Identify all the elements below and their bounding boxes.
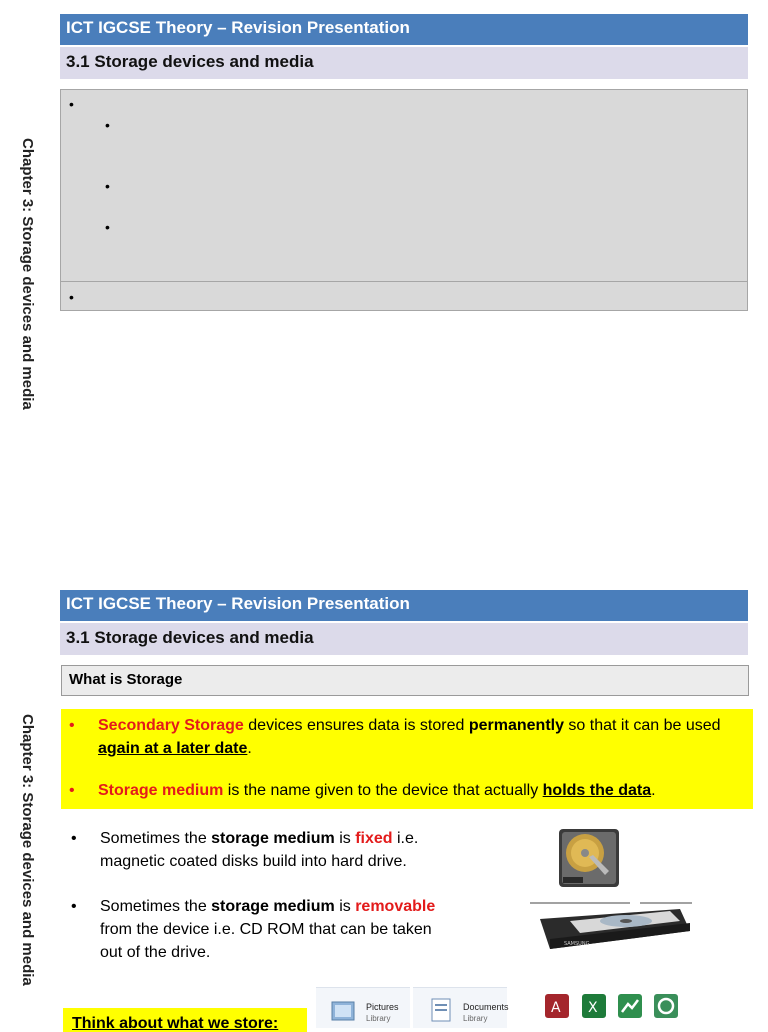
library-tile-pictures[interactable] xyxy=(316,987,410,1028)
text-fragment: . xyxy=(651,782,656,799)
bullet-marker: • xyxy=(105,219,110,235)
text-fragment: Sometimes the xyxy=(100,830,212,847)
slide-2 xyxy=(0,576,768,1032)
hard-drive-image xyxy=(553,823,627,893)
highlight-box xyxy=(61,709,753,809)
library-name: Documents xyxy=(463,1002,509,1012)
documents-library-icon xyxy=(427,996,455,1024)
text-fragment: devices ensures data is stored xyxy=(243,717,469,734)
strong-storage-medium: storage medium xyxy=(211,830,335,847)
text-fragment: Sometimes the xyxy=(100,898,212,915)
text-fragment: is xyxy=(334,898,356,915)
library-kind: Library xyxy=(463,1014,488,1023)
bullet-marker: • xyxy=(71,898,77,915)
emph-later-date: again at a later date xyxy=(98,740,248,757)
svg-text:X: X xyxy=(588,1000,598,1016)
text-fragment: from the device i.e. CD ROM that can be taken xyxy=(100,921,432,938)
think-prompt: Think about what we store: xyxy=(63,1008,307,1032)
svg-text:SAMSUNG: SAMSUNG xyxy=(564,941,590,947)
excel-app-icon xyxy=(580,992,608,1020)
term-storage-medium: Storage medium xyxy=(98,782,224,799)
term-fixed: fixed xyxy=(355,830,393,847)
empty-content-box xyxy=(60,89,748,311)
presentation-title-bar: ICT IGCSE Theory – Revision Presentation xyxy=(60,590,748,621)
cd-rom-drive-image xyxy=(530,901,694,953)
bullet-marker: • xyxy=(71,830,77,847)
box-divider xyxy=(61,281,747,282)
text-fragment: magnetic coated disks build into hard drive. xyxy=(100,853,407,870)
project-app-icon xyxy=(616,992,644,1020)
presentation-title-bar: ICT IGCSE Theory – Revision Presentation xyxy=(60,14,748,45)
bullet-marker: • xyxy=(69,96,74,112)
text-fragment: out of the drive. xyxy=(100,944,211,961)
text-fragment: . xyxy=(247,740,252,757)
text-fragment: i.e. xyxy=(392,830,419,847)
access-app-icon xyxy=(543,992,571,1020)
section-heading: What is Storage xyxy=(61,665,749,696)
strong-storage-medium: storage medium xyxy=(211,898,335,915)
strong-permanently: permanently xyxy=(468,717,564,734)
side-chapter-title-text: Chapter 3: Storage devices and media xyxy=(19,714,36,986)
svg-text:A: A xyxy=(551,1000,561,1016)
text-fragment: is the name given to the device that actually xyxy=(223,782,543,799)
emph-holds-data: holds the data xyxy=(542,782,652,799)
bullet-marker: • xyxy=(105,178,110,194)
publisher-app-icon xyxy=(652,992,680,1020)
library-kind: Library xyxy=(366,1014,391,1023)
section-subtitle-bar: 3.1 Storage devices and media xyxy=(60,47,748,79)
bullet-marker: • xyxy=(69,289,74,305)
bullet-marker: • xyxy=(105,117,110,133)
bullet-marker: • xyxy=(69,717,75,734)
text-fragment: is xyxy=(334,830,356,847)
term-removable: removable xyxy=(355,898,436,915)
library-tile-documents[interactable] xyxy=(413,987,507,1028)
library-name: Pictures xyxy=(366,1002,399,1012)
bullet-marker: • xyxy=(69,782,75,799)
term-secondary-storage: Secondary Storage xyxy=(98,717,244,734)
text-fragment: so that it can be used xyxy=(563,717,721,734)
side-chapter-title-text: Chapter 3: Storage devices and media xyxy=(19,138,36,410)
pictures-library-icon xyxy=(330,998,358,1024)
section-subtitle-bar: 3.1 Storage devices and media xyxy=(60,623,748,655)
